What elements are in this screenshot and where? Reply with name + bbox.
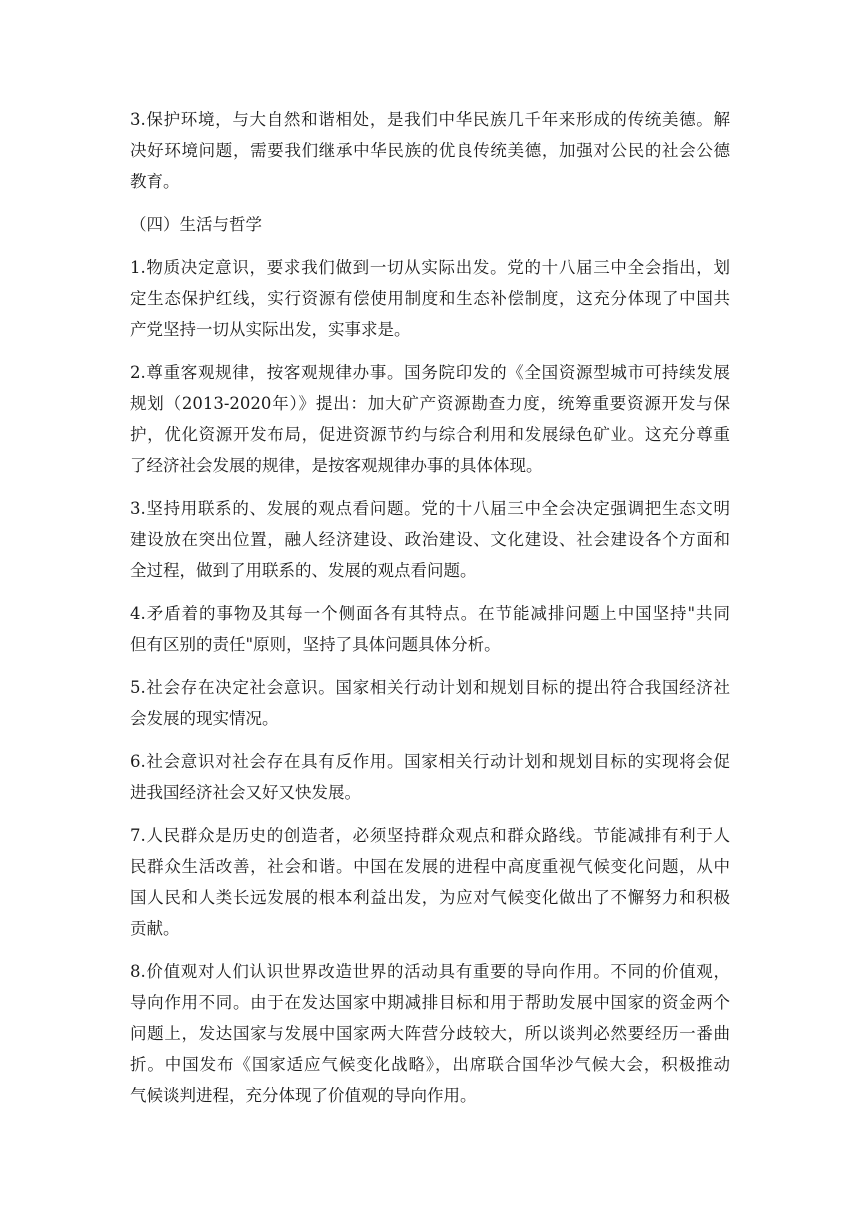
paragraph-point-5	[130, 672, 730, 734]
text-line: 护，优化资源开发布局，促进资源节约与综合利用和发展绿色矿业。这充分尊重	[130, 425, 730, 444]
text-line: 折。中国发布《国家适应气候变化战略》，出席联合国华沙气候大会，积极推动	[130, 1055, 730, 1074]
section-heading-text: （四）生活与哲学	[130, 215, 262, 234]
text-line: 8.价值观对人们认识世界改造世界的活动具有重要的导向作用。不同的价值观，	[130, 962, 730, 981]
text-line: 产党坚持一切从实际出发，实事求是。	[130, 320, 411, 339]
text-line: 民群众生活改善，社会和谐。中国在发展的进程中高度重视气候变化问题，从中	[130, 857, 730, 876]
text-line: 3.坚持用联系的、发展的观点看问题。党的十八届三中全会决定强调把生态文明	[130, 499, 730, 518]
paragraph-point-8	[130, 956, 730, 1111]
text-line: 进我国经济社会又好又快发展。	[130, 783, 361, 802]
paragraph-point-6	[130, 746, 730, 808]
paragraph-point-1	[130, 252, 730, 345]
text-line: 全过程，做到了用联系的、发展的观点看问题。	[130, 561, 477, 580]
text-line: 6.社会意识对社会存在具有反作用。国家相关行动计划和规划目标的实现将会促	[130, 752, 730, 771]
text-line: 5.社会存在决定社会意识。国家相关行动计划和规划目标的提出符合我国经济社	[130, 678, 730, 697]
text-line: 了经济社会发展的规律，是按客观规律办事的具体体现。	[130, 456, 543, 475]
text-line: 规划（2013-2020年）》提出：加大矿产资源勘查力度，统筹重要资源开发与保	[130, 394, 730, 413]
paragraph-point-7	[130, 820, 730, 944]
text-line: 定生态保护红线，实行资源有偿使用制度和生态补偿制度，这充分体现了中国共	[130, 289, 730, 308]
paragraph-point-2	[130, 357, 730, 481]
text-line: 问题上，发达国家与发展中国家两大阵营分歧较大，所以谈判必然要经历一番曲	[130, 1024, 730, 1043]
text-line: 2.尊重客观规律，按客观规律办事。国务院印发的《全国资源型城市可持续发展	[130, 363, 730, 382]
text-line: 教育。	[130, 172, 180, 191]
paragraph-environment-virtue	[130, 104, 730, 197]
text-line: 气候谈判进程，充分体现了价值观的导向作用。	[130, 1086, 477, 1105]
text-line: 贡献。	[130, 919, 180, 938]
text-line: 决好环境问题，需要我们继承中华民族的优良传统美德，加强对公民的社会公德	[130, 141, 730, 160]
text-line: 3.保护环境，与大自然和谐相处，是我们中华民族几千年来形成的传统美德。解	[130, 110, 730, 129]
text-line: 建设放在突出位置，融人经济建设、政治建设、文化建设、社会建设各个方面和	[130, 530, 730, 549]
paragraph-point-4	[130, 598, 730, 660]
text-line: 导向作用不同。由于在发达国家中期减排目标和用于帮助发展中国家的资金两个	[130, 993, 730, 1012]
text-line: 但有区别的责任"原则，坚持了具体问题具体分析。	[130, 635, 501, 654]
paragraph-point-3	[130, 493, 730, 586]
text-line: 国人民和人类长远发展的根本利益出发，为应对气候变化做出了不懈努力和积极	[130, 888, 730, 907]
text-line: 4.矛盾着的事物及其每一个侧面各有其特点。在节能减排问题上中国坚持"共同	[130, 604, 730, 623]
text-line: 7.人民群众是历史的创造者，必须坚持群众观点和群众路线。节能减排有利于人	[130, 826, 730, 845]
text-line: 会发展的现实情况。	[130, 709, 279, 728]
section-heading	[130, 209, 730, 240]
text-line: 1.物质决定意识，要求我们做到一切从实际出发。党的十八届三中全会指出，划	[130, 258, 730, 277]
